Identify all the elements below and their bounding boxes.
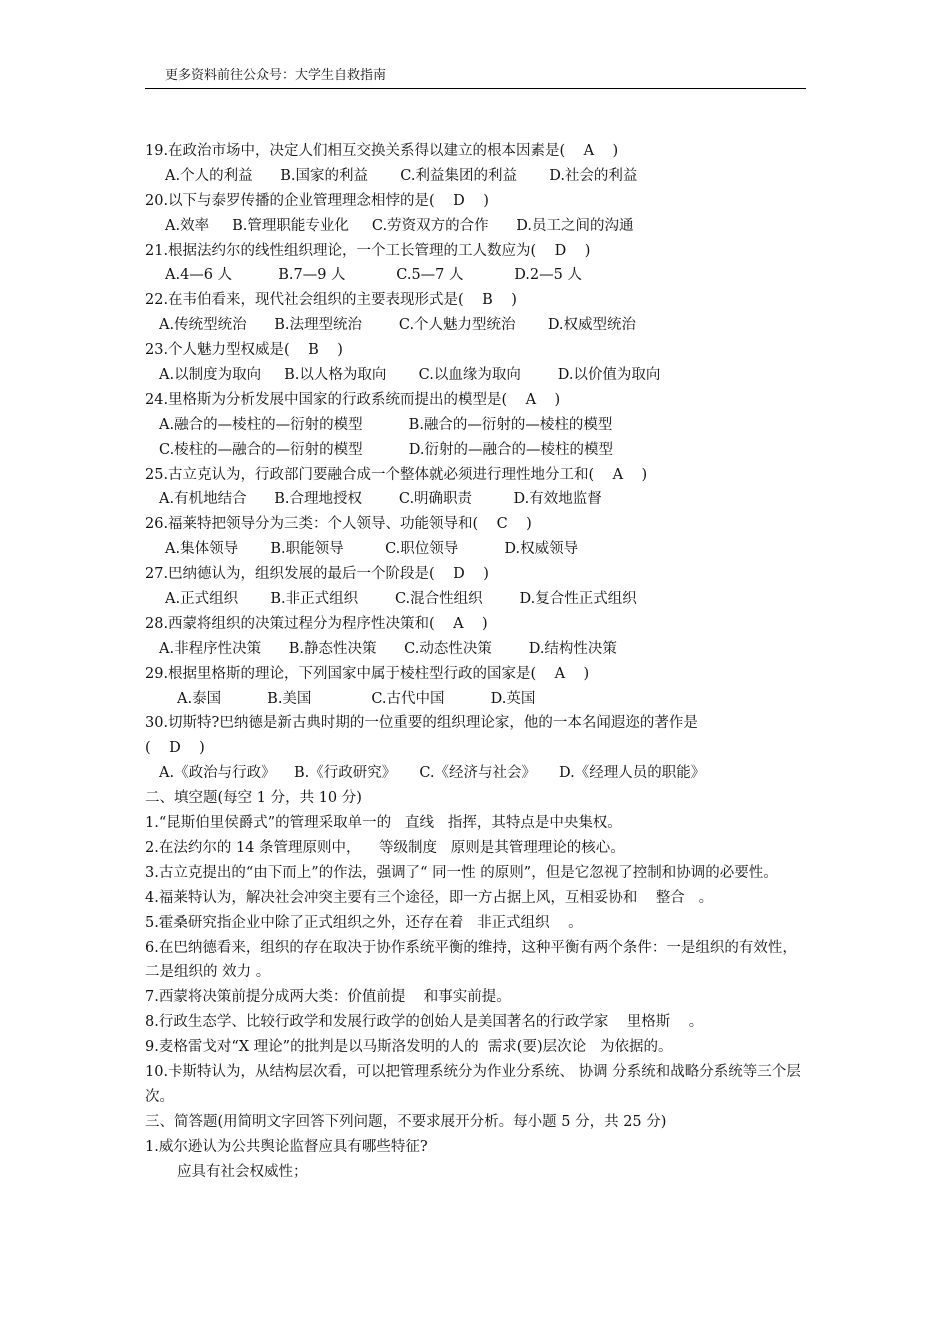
question-24-options-ab: A.融合的—棱柱的—衍射的模型 B.融合的—衍射的—棱柱的模型 — [159, 416, 613, 433]
fill-item-2: 2.在法约尔的 14 条管理原则中， 等级制度 原则是其管理理论的核心。 — [145, 839, 625, 856]
question-24: 24.里格斯为分析发展中国家的行政系统而提出的模型是( A ) — [145, 391, 561, 408]
short-answer-question-1: 1.威尔逊认为公共舆论监督应具有哪些特征? — [145, 1138, 428, 1155]
question-20-options: A.效率 B.管理职能专业化 C.劳资双方的合作 D.员工之间的沟通 — [165, 217, 634, 234]
fill-item-1: 1.“昆斯伯里侯爵式”的管理采取单一的 直线 指挥，其特点是中央集权。 — [145, 815, 622, 832]
document-body — [145, 139, 807, 1184]
question-19: 19.在政治市场中，决定人们相互交换关系得以建立的根本因素是( A ) — [145, 143, 619, 159]
question-23-options: A.以制度为取向 B.以人格为取向 C.以血缘为取向 D.以价值为取向 — [159, 367, 661, 384]
fill-item-7: 7.西蒙将决策前提分成两大类：价值前提 和事实前提。 — [145, 989, 511, 1006]
question-24-options-cd: C.棱柱的—融合的—衍射的模型 D.衍射的—融合的—棱柱的模型 — [159, 441, 613, 458]
fill-item-5: 5.霍桑研究指企业中除了正式组织之外，还存在着 非正式组织 。 — [145, 914, 583, 931]
question-30-answer: ( D ) — [145, 740, 205, 757]
question-25: 25.古立克认为，行政部门要融合成一个整体就必须进行理性地分工和( A ) — [145, 466, 648, 483]
fill-item-9: 9.麦格雷戈对“X 理论”的批判是以马斯洛发明的人的 需求(要)层次论 为依据的。 — [145, 1039, 673, 1056]
question-25-options: A.有机地结合 B.合理地授权 C.明确职责 D.有效地监督 — [159, 491, 602, 508]
fill-item-8: 8.行政生态学、比较行政学和发展行政学的创始人是美国著名的行政学家 里格斯 。 — [145, 1014, 704, 1031]
fill-item-6: 6.在巴纳德看来，组织的存在取决于协作系统平衡的维持，这种平衡有两个条件：一是组织的有效性，二是组织的 效力 。 — [145, 939, 797, 981]
question-26-options: A.集体领导 B.职能领导 C.职位领导 D.权威领导 — [165, 541, 579, 558]
question-19-options: A.个人的利益 B.国家的利益 C.利益集团的利益 D.社会的利益 — [165, 167, 638, 184]
question-21-options: A.4—6 人 B.7—9 人 C.5—7 人 D.2—5 人 — [165, 267, 582, 284]
fill-item-10: 10.卡斯特认为，从结构层次看，可以把管理系统分为作业分系统、 协调 分系统和战略分系统等三个层次。 — [145, 1064, 801, 1105]
section-2-title: 二、填空题(每空 1 分，共 10 分) — [145, 790, 362, 807]
question-29: 29.根据里格斯的理论，下列国家中属于棱柱型行政的国家是( A ) — [145, 665, 590, 682]
short-answer-1-answer: 应具有社会权威性； — [177, 1163, 308, 1180]
question-30-options: A.《政治与行政》 B.《行政研究》 C.《经济与社会》 D.《经理人员的职能》 — [159, 765, 706, 782]
fill-item-3: 3.古立克提出的“由下而上”的作法，强调了“ 同一性 的原则”，但是它忽视了控制和协调的必要性。 — [145, 864, 778, 881]
question-23: 23.个人魅力型权威是( B ) — [145, 342, 343, 359]
question-27-options: A.正式组织 B.非正式组织 C.混合性组织 D.复合性正式组织 — [165, 591, 637, 608]
section-3-title: 三、简答题(用简明文字回答下列问题，不要求展开分析。每小题 5 分，共 25 分) — [145, 1113, 667, 1130]
question-28: 28.西蒙将组织的决策过程分为程序性决策和( A ) — [145, 615, 488, 632]
header-rule — [145, 88, 806, 89]
question-29-options: A.泰国 B.美国 C.古代中国 D.英国 — [177, 690, 536, 707]
question-22-options: A.传统型统治 B.法理型统治 C.个人魅力型统治 D.权威型统治 — [159, 317, 637, 334]
question-27: 27.巴纳德认为，组织发展的最后一个阶段是( D ) — [145, 566, 489, 583]
question-28-options: A.非程序性决策 B.静态性决策 C.动态性决策 D.结构性决策 — [159, 640, 617, 657]
question-26: 26.福莱特把领导分为三类：个人领导、功能领导和( C ) — [145, 516, 532, 533]
question-21: 21.根据法约尔的线性组织理论，一个工长管理的工人数应为( D ) — [145, 242, 591, 259]
question-22: 22.在韦伯看来，现代社会组织的主要表现形式是( B ) — [145, 292, 517, 309]
question-20: 20.以下与泰罗传播的企业管理理念相悖的是( D ) — [145, 192, 489, 209]
question-30: 30.切斯特?巴纳德是新古典时期的一位重要的组织理论家，他的一本名闻遐迩的著作是 — [145, 715, 698, 732]
page-header: 更多资料前往公众号：大学生自救指南 — [165, 68, 387, 83]
fill-item-4: 4.福莱特认为，解决社会冲突主要有三个途径，即一方占据上风，互相妥协和 整合 。 — [145, 889, 714, 906]
